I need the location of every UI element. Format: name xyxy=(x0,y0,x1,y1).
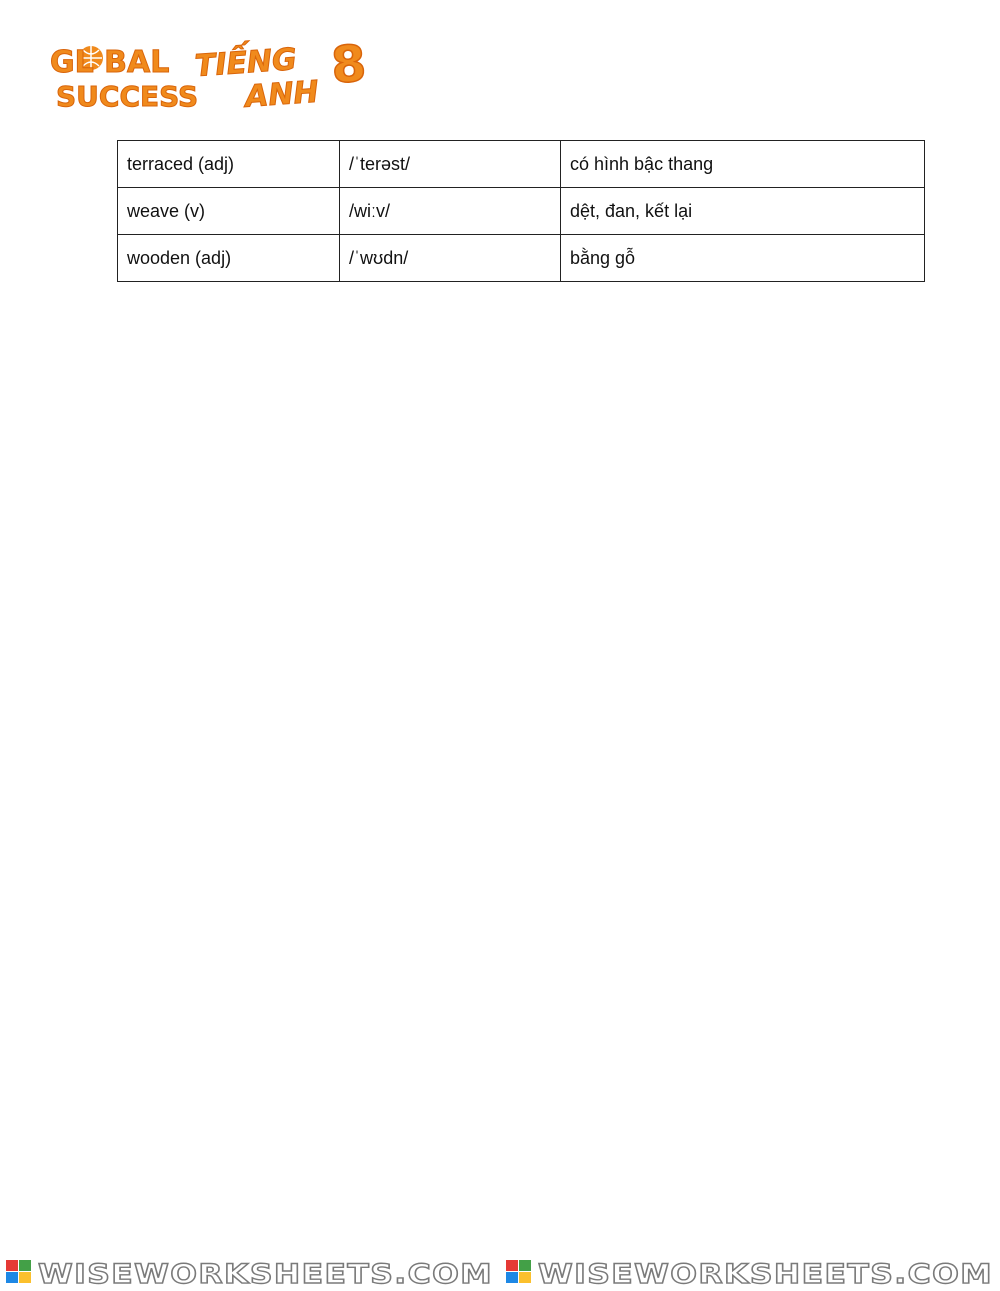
footer-watermark xyxy=(0,1252,1000,1291)
meaning-cell: dệt, đan, kết lại xyxy=(561,188,925,235)
title-word1: TIẾNG xyxy=(193,42,298,85)
ipa-cell: /ˈterəst/ xyxy=(340,141,561,188)
title-word2: ANH xyxy=(244,74,320,115)
word-cell: wooden (adj) xyxy=(118,235,340,282)
watermark-graphic xyxy=(0,1252,1000,1291)
word-cell: terraced (adj) xyxy=(118,141,340,188)
wise-logo-icon xyxy=(506,1260,531,1283)
logo-graphic xyxy=(44,28,384,118)
header-logo xyxy=(44,28,384,118)
ipa-cell: /ˈwʊdn/ xyxy=(340,235,561,282)
grade-number: 8 xyxy=(329,34,368,95)
watermark-text: WISEWORKSHEETS.COM xyxy=(38,1259,493,1290)
ipa-cell: /wiːv/ xyxy=(340,188,561,235)
logo-line1: GL BAL xyxy=(50,45,170,80)
table-row xyxy=(118,141,925,188)
meaning-cell: có hình bậc thang xyxy=(561,141,925,188)
global-success-logo xyxy=(50,45,198,113)
table-row xyxy=(118,235,925,282)
wise-logo-icon xyxy=(6,1260,31,1283)
vocabulary-table xyxy=(117,140,925,282)
logo-line2: SUCCESS xyxy=(56,80,199,113)
word-cell: weave (v) xyxy=(118,188,340,235)
watermark-text: WISEWORKSHEETS.COM xyxy=(538,1259,993,1290)
watermark-block xyxy=(6,1259,493,1290)
tieng-anh-8-logo xyxy=(193,32,369,118)
meaning-cell: bằng gỗ xyxy=(561,235,925,282)
watermark-block xyxy=(506,1259,993,1290)
table-row xyxy=(118,188,925,235)
